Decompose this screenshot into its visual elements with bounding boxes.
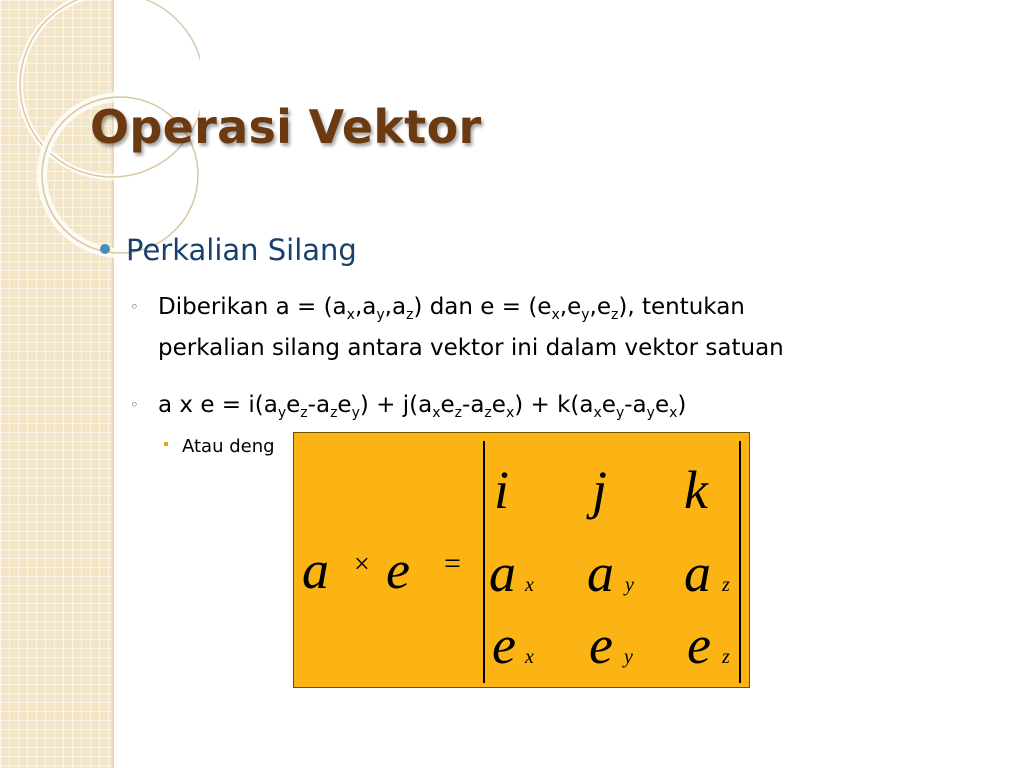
cell-r2-c2: a bbox=[587, 543, 614, 603]
bullet-dot-icon bbox=[100, 244, 110, 254]
sub-bullet-text: Diberikan $a = (a_x,a_y,a_z)$ dan $e = (e_x,e_y,e_z)$, tentukan bbox=[158, 294, 745, 323]
cell-r1-c2: j bbox=[592, 460, 608, 520]
cell-r1-c3: k bbox=[684, 460, 708, 520]
cell-r2-c1: a bbox=[489, 543, 516, 603]
sub-bullet-line2-text: perkalian silang antara vektor ini dalam vektor satuan bbox=[158, 335, 784, 361]
cell-r3-c2-sub: y bbox=[624, 646, 633, 668]
times-symbol: × bbox=[354, 549, 370, 580]
cell-r3-c2: e bbox=[589, 615, 613, 675]
lhs-a: a bbox=[302, 540, 329, 600]
cell-r1-c1: i bbox=[494, 460, 510, 520]
slide-title: Operasi Vektor bbox=[90, 100, 482, 154]
ring-bullet-icon: ◦ bbox=[130, 298, 139, 316]
sub-sub-bullet bbox=[164, 436, 275, 457]
cell-r3-c1: e bbox=[492, 615, 516, 675]
cell-r3-c3-sub: z bbox=[722, 646, 730, 668]
cell-r2-c2-sub: y bbox=[625, 574, 634, 596]
cell-r3-c3: e bbox=[687, 615, 711, 675]
cell-r3-c1-sub: x bbox=[525, 646, 534, 668]
sub-sub-bullet-text: Atau deng bbox=[182, 436, 275, 457]
square-bullet-icon bbox=[164, 442, 168, 446]
bullet-perkalian-silang bbox=[100, 233, 357, 267]
cell-r2-c3-sub: z bbox=[722, 574, 730, 596]
ring-bullet-icon: ◦ bbox=[130, 396, 139, 414]
cell-r2-c3: a bbox=[684, 543, 711, 603]
bullet-text: Perkalian Silang bbox=[126, 233, 357, 267]
equals-symbol: = bbox=[444, 547, 461, 580]
formula-text: a x $e = i(a_ye_z-a_ze_y) + j(a_xe_z-a_ze_x) + k(a_xe_y-a_ye_x)$ bbox=[158, 392, 687, 421]
determinant-equation-image bbox=[293, 432, 750, 688]
lhs-e: e bbox=[386, 540, 410, 600]
cell-r2-c1-sub: x bbox=[525, 574, 534, 596]
